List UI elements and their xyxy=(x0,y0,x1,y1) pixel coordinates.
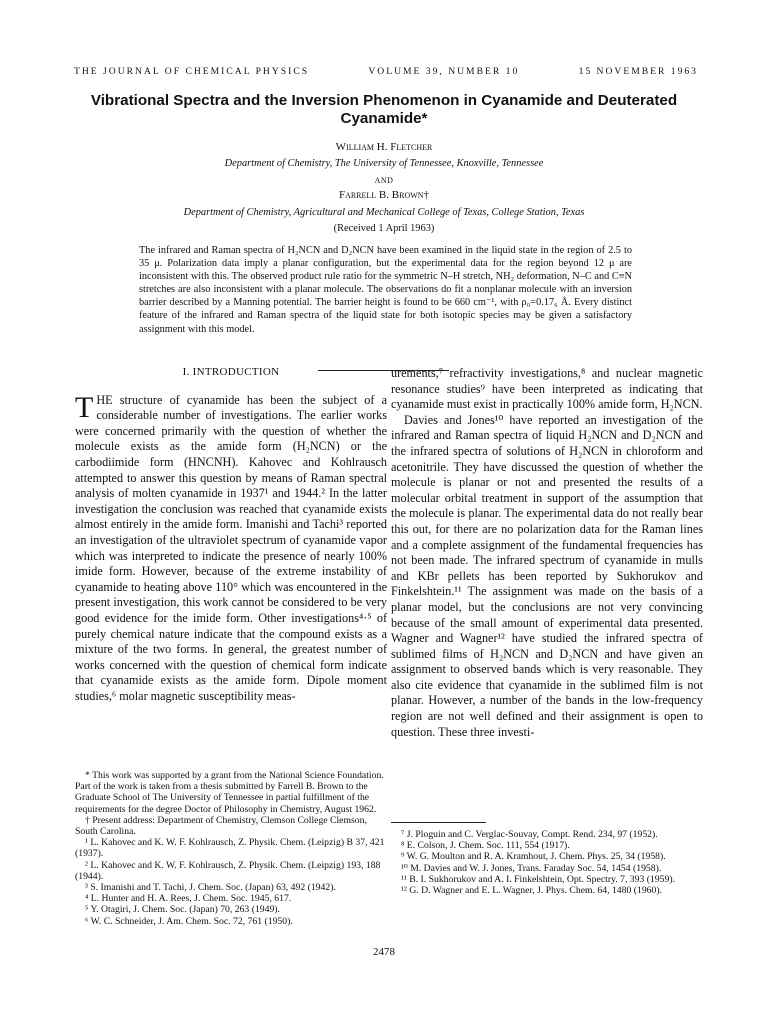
intro-paragraph-2: Davies and Jones¹⁰ have reported an investigation of the infrared and Raman spectra of liquid H₂NCN and D₂NCN and the infrared spectra of solutions of H₂NCN in chloroform and acetonitrile. They have discussed the question of whether the molecule is planar or not and presented the results of a molecular orbital treatment in support of the assumption that the molecule is planar. The experimental data do not really bear this out, for there are no polarization data for the Raman lines and a complete assignment of the fundamental frequencies has not been made. The infrared spectrum of cyanamide in mulls and KBr pellets has been reported by Sukhorukov and Finkelshtein.¹¹ The assignment was made on the basis of a planar model, but the conclusions are not very convincing because of the small amount of experimental data presented. Wagner and Wagner¹² have studied the infrared spectra of sublimed films of H₂NCN and D₂NCN and have given an assignment to observed bands which is very reasonable. They also cite evidence that cyanamide in the sublimed film is not planar. However, a number of the bands in the low-frequency region are not well defined and their assignment is open to question. These three investi- xyxy=(391,412,703,739)
page-number: 2478 xyxy=(373,946,395,958)
intro-paragraph-1-cont: urements,⁷ refractivity investigations,⁸ and nuclear magnetic resonance studies⁹ have been interpreted as indicating that cyanamide must exist in practically 100% amide form, H₂NCN. xyxy=(391,366,703,412)
and-separator: AND xyxy=(374,176,394,185)
footnotes-left xyxy=(75,770,387,927)
footnote: ⁶ W. C. Schneider, J. Am. Chem. Soc. 72, 761 (1950). xyxy=(85,915,293,927)
footnote: ⁹ W. G. Moulton and R. A. Kramhout, J. Chem. Phys. 25, 34 (1958). xyxy=(401,851,666,863)
abstract: The infrared and Raman spectra of H₂NCN and D₂NCN have been examined in the liquid state in the region of 2.5 to 35 μ. Polarization data imply a planar configuration, but the experimental data for the region beyond 12 μ are inconsistent with this. The observed product rule ratio for the symmetric N–H stretch, NH₂ deformation, N–C and C≡N stretches are also inconsistent with a planar molecule. The observations do fit a nonplanar molecule with an inversion barrier described by a Manning potential. The barrier height is found to be 660 cm⁻¹, with ρ₀=0.17₆ Å. Every distinct feature of the infrared and Raman spectra of the liquid state for both isotopic species may be given a satisfactory assignment with this model. xyxy=(139,245,632,335)
footnote: ² L. Kahovec and K. W. F. Kohlrausch, Z. Physik. Chem. (Leipzig) 193, 188 (1944). xyxy=(75,859,381,882)
author-1-name: William H. Fletcher xyxy=(335,141,433,153)
left-column xyxy=(75,365,387,704)
footnote: * This work was supported by a grant from the National Science Foundation. Part of the work is taken from a thesis submitted by Farrell B. Brown to the Graduate School of The University of Tennessee in partial fulfillment of the requirements for the degree Doctor of Philosophy in Chemistry, August 1962. xyxy=(75,770,384,815)
intro-paragraph-1 xyxy=(75,390,387,705)
footnote: ¹¹ B. I. Sukhorukov and A. I. Finkelshtein, Opt. Spectry. 7, 393 (1959). xyxy=(401,873,675,885)
footnote: ¹² G. D. Wagner and E. L. Wagner, J. Phys. Chem. 64, 1480 (1960). xyxy=(401,885,662,897)
running-header xyxy=(74,66,698,77)
footnote: ⁷ J. Ploguin and C. Verglac-Souvay, Compt. Rend. 234, 97 (1952). xyxy=(401,829,658,840)
article-title: Vibrational Spectra and the Inversion Phenomenon in Cyanamide and Deuterated Cyanamide* xyxy=(90,92,678,127)
intro-paragraph-1-text: HE structure of cyanamide has been the subject of a considerable number of investigations. The earlier works were concerned primarily with the question of whether the molecule exists as the amide form (H₂NCN) or the carbodiimide form (HNCNH). Kahovec and Kohlrausch attempted to answer this question by means of Raman spectral analysis of molten cyanamide in 1937¹ and 1944.² In the latter investigation the conclusion was reached that cyanamide exists almost entirely in the amide form. Imanishi and Tachi³ reported an investigation of the ultraviolet spectrum of cyanamide vapor which was interpreted to indicate the presence of nearly 100% imide form. However, because of the extreme instability of cyanamide to heating above 110° which was encountered in the present investigation, this work cannot be considered to be very good evidence for the imide form. Other investigations⁴·⁵ of purely chemical nature indicate that the compound exists as a mixture of the two forms. In general, the greatest number of works concerned with the question of chemical form indicate that cyanamide exists as the amide form. Dipole moment studies,⁶ molar magnetic susceptibility meas- xyxy=(75,392,387,703)
volume-number: VOLUME 39, NUMBER 10 xyxy=(368,66,520,77)
footnote: ³ S. Imanishi and T. Tachi, J. Chem. Soc. (Japan) 63, 492 (1942). xyxy=(85,882,336,894)
footnote: ¹⁰ M. Davies and W. J. Jones, Trans. Faraday Soc. 54, 1454 (1958). xyxy=(401,862,662,874)
author-2 xyxy=(60,188,708,203)
footnote: ¹ L. Kahovec and K. W. F. Kohlrausch, Z. Physik. Chem. (Leipzig) B 37, 421 (1937). xyxy=(75,837,385,860)
affiliation-1: Department of Chemistry, The University of Tennessee, Knoxville, Tennessee xyxy=(224,158,544,169)
drop-cap: T xyxy=(75,390,94,424)
journal-name: THE JOURNAL OF CHEMICAL PHYSICS xyxy=(74,66,310,77)
issue-date: 15 NOVEMBER 1963 xyxy=(578,66,698,77)
footnote: ⁴ L. Hunter and H. A. Rees, J. Chem. Soc. 1945, 617. xyxy=(85,893,292,905)
section-heading: I. INTRODUCTION xyxy=(182,366,280,378)
footnote-divider xyxy=(391,822,486,823)
footnote: ⁵ Y. Otagiri, J. Chem. Soc. (Japan) 70, 263 (1949). xyxy=(85,904,280,916)
footnotes-right xyxy=(391,822,703,896)
right-column xyxy=(391,366,703,740)
affiliation-2: Department of Chemistry, Agricultural and Mechanical College of Texas, College Station, Texas xyxy=(183,207,585,218)
received-date: (Received 1 April 1963) xyxy=(333,223,435,234)
author-1 xyxy=(60,140,708,155)
author-2-name: Farrell B. Brown† xyxy=(338,189,430,201)
footnote: † Present address: Department of Chemistry, Clemson College Clemson, South Carolina. xyxy=(75,814,367,838)
footnote: ⁸ E. Colson, J. Chem. Soc. 111, 554 (1917). xyxy=(401,840,570,852)
